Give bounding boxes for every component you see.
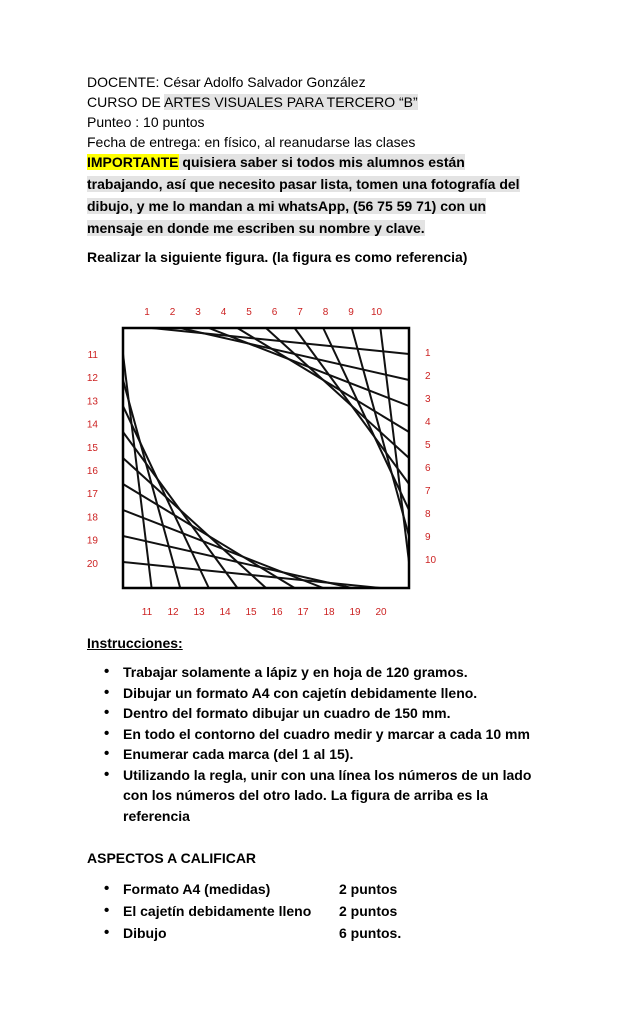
message-line-2: trabajando, así que necesito pasar lista, tomen una fotografía del (87, 176, 520, 192)
figure-square (123, 328, 409, 588)
instruction-text-a: Utilizando la regla, unir con una línea los números de un lado (123, 766, 532, 783)
grading-list (100, 878, 401, 944)
figure-number-label: 13 (86, 396, 98, 408)
due-date-line: Fecha de entrega: en físico, al reanudarse las clases (87, 134, 416, 150)
instructions-list (100, 662, 531, 826)
figure-number-label: 5 (246, 307, 252, 318)
grading-item (100, 878, 401, 900)
grading-points: 2 puntos (339, 881, 398, 897)
message-row-2 (87, 174, 520, 194)
figure-lines (123, 328, 409, 588)
figure-number-label: 12 (86, 373, 98, 385)
figure-number-label: 1 (144, 307, 150, 318)
figure-number-label: 8 (425, 509, 431, 520)
figure-number-label: 13 (193, 607, 205, 618)
figure-number-label: 19 (86, 535, 98, 547)
course-line (87, 92, 418, 112)
instructions-title: Instrucciones: (87, 635, 183, 651)
figure-number-label: 7 (425, 486, 431, 497)
message-row-4 (87, 218, 425, 238)
figure-number-label: 12 (167, 607, 179, 618)
figure-number-label: 16 (86, 466, 98, 477)
grading-title: ASPECTOS A CALIFICAR (87, 850, 257, 866)
figure-number-label: 16 (271, 607, 283, 618)
figure-number-label: 6 (425, 463, 431, 474)
figure-number-label: 20 (375, 607, 387, 618)
instruction-item: • Enumerar cada marca (del 1 al 15). (100, 744, 531, 765)
figure-number-label: 3 (425, 394, 431, 405)
string-art-figure (80, 298, 440, 628)
string-line (323, 328, 409, 510)
figure-number-label: 1 (425, 348, 431, 359)
figure-number-label: 4 (425, 417, 431, 428)
score-line: Punteo : 10 puntos (87, 114, 205, 130)
figure-number-label: 2 (425, 371, 431, 382)
figure-number-label: 10 (370, 307, 383, 318)
important-line (87, 152, 465, 172)
course-name: ARTES VISUALES PARA TERCERO “B” (164, 94, 418, 110)
grading-points: 2 puntos (339, 903, 398, 919)
message-line-4: mensaje en donde me escriben su nombre y clave. (87, 220, 425, 236)
figure-number-label: 8 (322, 307, 329, 318)
figure-number-label: 5 (425, 440, 431, 451)
grading-item (100, 900, 401, 922)
figure-number-label: 20 (86, 558, 98, 570)
grading-label: • Formato A4 (medidas) (123, 881, 271, 897)
grading-points: 6 puntos. (339, 925, 402, 941)
figure-number-label: 17 (86, 489, 98, 501)
course-prefix: CURSO DE (87, 94, 165, 110)
figure-number-label: 14 (219, 607, 231, 618)
grading-item (100, 922, 401, 944)
figure-number-label: 17 (297, 607, 309, 618)
instruction-item: • Trabajar solamente a lápiz y en hoja de 120 gramos. (100, 662, 531, 683)
instruction-item: • Dibujar un formato A4 con cajetín debidamente lleno. (100, 683, 531, 704)
figure-number-label: 6 (271, 307, 278, 318)
figure-number-label: 2 (169, 307, 176, 318)
teacher-line: DOCENTE: César Adolfo Salvador González (87, 74, 366, 90)
instruction-item: • En todo el contorno del cuadro medir y marcar a cada 10 mm (100, 724, 531, 745)
figure-number-label: 18 (323, 607, 335, 618)
figure-number-label: 15 (86, 442, 98, 454)
figure-number-label: 9 (348, 307, 354, 318)
figure-number-label: 18 (86, 512, 98, 524)
instruction-item: • Dentro del formato dibujar un cuadro de 150 mm. (100, 703, 531, 724)
figure-number-label: 11 (141, 607, 153, 618)
instruction-text-c: referencia (123, 807, 190, 824)
figure-number-label: 9 (425, 532, 431, 543)
message-line-3: dibujo, y me lo mandan a mi whatsApp, (56 75 59 71) con un (87, 198, 487, 214)
figure-number-label: 4 (220, 307, 227, 318)
figure-number-label: 14 (86, 419, 98, 431)
figure-number-label: 11 (87, 350, 98, 361)
grading-label: • El cajetín debidamente lleno (123, 903, 312, 919)
figure-number-label: 7 (297, 307, 303, 318)
string-line (123, 510, 323, 588)
instruction-item (100, 765, 531, 827)
string-line (352, 328, 409, 536)
message-row-3 (87, 196, 486, 216)
task-heading: Realizar la siguiente figura. (la figura es como referencia) (87, 249, 468, 265)
figure-number-label: 15 (245, 607, 257, 618)
figure-number-label: 10 (425, 555, 437, 566)
message-line-1: quisiera saber si todos mis alumnos están (178, 154, 465, 170)
grading-label: • Dibujo (123, 925, 167, 941)
figure-number-label: 19 (349, 607, 361, 618)
instruction-text-b: con los números del otro lado. La figura de arriba es la (123, 787, 488, 803)
figure-number-label: 3 (195, 307, 201, 318)
string-line (123, 536, 352, 588)
important-label: IMPORTANTE (87, 154, 179, 170)
